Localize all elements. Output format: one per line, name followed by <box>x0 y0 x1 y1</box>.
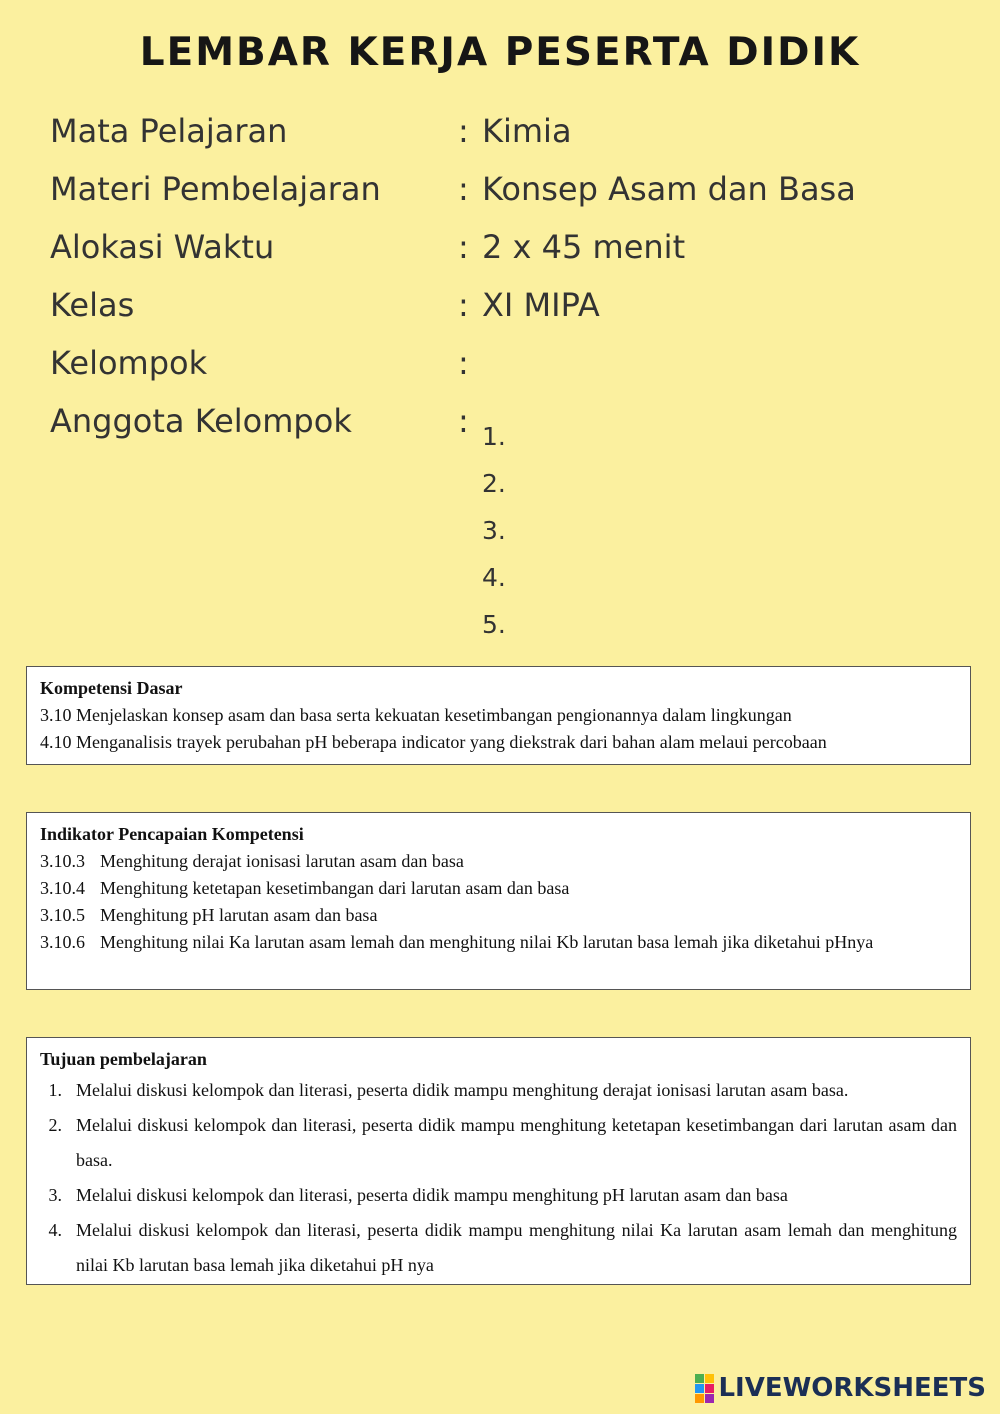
indikator-box <box>26 812 971 990</box>
info-label: Mata Pelajaran <box>50 112 288 150</box>
tujuan-item <box>40 1073 957 1108</box>
info-colon: : <box>458 344 469 382</box>
indikator-item <box>40 848 957 875</box>
kompetensi-dasar-item: 4.10 Menganalisis trayek perubahan pH beberapa indicator yang diekstrak dari bahan alam melaui percobaan <box>40 732 827 752</box>
member-item: 3. <box>482 516 506 545</box>
logo-square <box>695 1394 704 1403</box>
logo-square <box>695 1384 704 1393</box>
kompetensi-dasar-item: 3.10 Menjelaskan konsep asam dan basa serta kekuatan kesetimbangan pengionannya dalam lingkungan <box>40 705 792 725</box>
indikator-number: 3.10.3 <box>40 851 85 871</box>
liveworksheets-brand[interactable] <box>695 1373 986 1403</box>
logo-square <box>705 1384 714 1393</box>
logo-square <box>705 1374 714 1383</box>
tujuan-text: Melalui diskusi kelompok dan literasi, peserta didik mampu menghitung ketetapan kesetimbangan dari larutan asam dan basa. <box>76 1115 957 1170</box>
info-colon: : <box>458 286 469 324</box>
liveworksheets-logo-icon <box>695 1374 714 1403</box>
info-label: Kelompok <box>50 344 208 382</box>
info-value: Kimia <box>482 112 572 150</box>
kompetensi-dasar-title: Kompetensi Dasar <box>40 678 183 698</box>
tujuan-title: Tujuan pembelajaran <box>40 1049 207 1069</box>
info-value: Konsep Asam dan Basa <box>482 170 856 208</box>
info-colon: : <box>458 228 469 266</box>
indikator-item <box>40 929 957 956</box>
tujuan-text: Melalui diskusi kelompok dan literasi, peserta didik mampu menghitung pH larutan asam dan basa <box>76 1185 788 1205</box>
indikator-item <box>40 902 957 929</box>
info-value: 2 x 45 menit <box>482 228 686 266</box>
kompetensi-dasar-box <box>26 666 971 765</box>
indikator-number: 3.10.5 <box>40 905 85 925</box>
info-label: Anggota Kelompok <box>50 402 352 440</box>
logo-square <box>695 1374 704 1383</box>
indikator-title: Indikator Pencapaian Kompetensi <box>40 824 304 844</box>
indikator-number: 3.10.4 <box>40 878 85 898</box>
member-item: 2. <box>482 469 506 498</box>
info-colon: : <box>458 170 469 208</box>
info-colon: : <box>458 402 469 440</box>
tujuan-number: 1. <box>48 1080 62 1100</box>
member-item: 1. <box>482 422 506 451</box>
tujuan-item <box>40 1108 957 1178</box>
tujuan-text: Melalui diskusi kelompok dan literasi, peserta didik mampu menghitung nilai Ka larutan asam lemah dan menghitung nilai Kb larutan basa lemah jika diketahui pH nya <box>76 1220 957 1275</box>
indikator-item <box>40 875 957 902</box>
tujuan-number: 3. <box>48 1185 62 1205</box>
tujuan-text: Melalui diskusi kelompok dan literasi, peserta didik mampu menghitung derajat ionisasi larutan asam basa. <box>76 1080 849 1100</box>
info-value: XI MIPA <box>482 286 600 324</box>
indikator-text: Menghitung ketetapan kesetimbangan dari larutan asam dan basa <box>100 878 570 898</box>
tujuan-item <box>40 1178 957 1213</box>
info-label: Alokasi Waktu <box>50 228 275 266</box>
tujuan-number: 4. <box>48 1220 62 1240</box>
member-list <box>482 413 506 648</box>
indikator-text: Menghitung derajat ionisasi larutan asam dan basa <box>100 851 464 871</box>
info-label: Materi Pembelajaran <box>50 170 381 208</box>
brand-text: LIVEWORKSHEETS <box>718 1373 986 1403</box>
tujuan-number: 2. <box>48 1115 62 1135</box>
member-item: 4. <box>482 563 506 592</box>
page-title: LEMBAR KERJA PESERTA DIDIK <box>139 30 861 75</box>
indikator-text: Menghitung pH larutan asam dan basa <box>100 905 378 925</box>
indikator-number: 3.10.6 <box>40 932 85 952</box>
tujuan-box <box>26 1037 971 1285</box>
member-item: 5. <box>482 610 506 639</box>
indikator-text: Menghitung nilai Ka larutan asam lemah dan menghitung nilai Kb larutan basa lemah jika diketahui pHnya <box>100 932 874 952</box>
tujuan-item <box>40 1213 957 1283</box>
logo-square <box>705 1394 714 1403</box>
info-label: Kelas <box>50 286 135 324</box>
info-colon: : <box>458 112 469 150</box>
